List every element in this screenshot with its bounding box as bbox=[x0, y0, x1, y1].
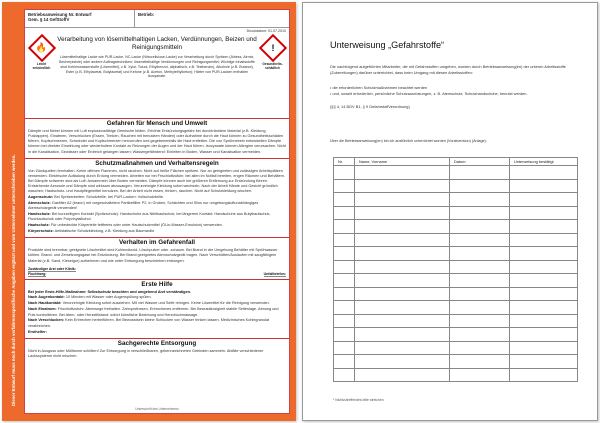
ghs-pictogram-harmful: ! Gesundheits-schädlich bbox=[259, 36, 286, 70]
table-cell[interactable] bbox=[355, 179, 450, 193]
column-nr: Nr. bbox=[334, 158, 355, 166]
table-cell[interactable] bbox=[355, 368, 450, 382]
table-cell[interactable] bbox=[510, 179, 578, 193]
table-cell[interactable] bbox=[334, 233, 355, 247]
fluchtweg-unfalltelefon-fields: Fluchtweg: Unfalltelefon: bbox=[28, 271, 286, 276]
signature-table bbox=[333, 157, 578, 382]
title-block bbox=[25, 34, 289, 118]
list-item: Körperschutz: Antistatische Schutzkleidung, z.B. Kleidung aus Baumwolle. bbox=[28, 229, 156, 234]
table-cell[interactable] bbox=[334, 260, 355, 274]
list-item: Nach Einatmen: Frischluftzufuhr. Atemwege freihalten. Zahnprothesen, Erbrochenes entfernen. Bei Bewusstlosigkeit stabile Seitenlage. Atmung und Puls kontrollieren. Bei Atem- oder Herzstillstand: sofort künstliche Beatmung und Herzdruckmassage. bbox=[28, 307, 279, 317]
section-title-erste-hilfe: Erste Hilfe bbox=[25, 279, 289, 290]
table-cell[interactable] bbox=[450, 206, 510, 220]
table-cell[interactable] bbox=[334, 314, 355, 328]
section-body-entsorgung: Nicht in Ausguss oder Mülltonne schütten! Zur Entsorgung in verschließbaren, gekennzeichneten Gebinden sammeln. Abfälle verschiedener Lackssysteme nicht mischen. bbox=[28, 348, 264, 358]
list-item: Nach Augenkontakt: 10 Minuten mit Wasser oder Augenspülung spülen. bbox=[28, 295, 152, 300]
betrieb-cell: Betrieb: bbox=[138, 12, 155, 17]
table-row bbox=[334, 260, 578, 274]
table-header-row bbox=[334, 158, 578, 166]
section-body-erste-hilfe: Bei jeder Erste-Hilfe-Maßnahme: Selbstschutz beachten und umgehend Arzt verständigen. Nach Augenkontakt: 10 Minuten mit Wasser oder Augenspülung spülen. Nach Hautkontakt: Verunreinigte Kleidung sofort ausziehen. Mit viel Wasser und Seife reinigen. Keine Lösemittel für die Reinigung verwenden. Nach Einatmen: Frischluftzufuhr. Atemwege freihalten. Zahnprothesen, Erbrochenes entfernen. Bei Bewusstlosigkeit stabile Seitenlage. Atmung und Puls kontrollieren. Bei Atem- oder Herzstillstand: sofort künstliche Beatmung und Herzdruckmassage. Nach Verschlucken: Kein Erbrechen herbeiführen. Bei Bewusstsein kleine Schlucken von Wasser trinken lassen. Medizinisches Kohlegranulat verabreichen. Ersthelfer: bbox=[25, 290, 289, 338]
side-note: Dieser Entwurf muss noch durch verfahrensspezifische Angaben ergänzt und vom Unternehmer unterschrieben werden. bbox=[11, 154, 16, 406]
table-cell[interactable] bbox=[334, 301, 355, 315]
druckdatum: Druckdatum: 01.07.2010 bbox=[246, 29, 286, 33]
betriebsanweisung-content bbox=[24, 9, 290, 414]
signature-line: Unterschrift des Unternehmers bbox=[135, 407, 179, 411]
table-row bbox=[334, 287, 578, 301]
table-cell[interactable] bbox=[450, 233, 510, 247]
unterweisung-intro: Die nachfolgend aufgeführten Mitarbeiter, die mit Gefahrstoffen umgehen, wurden durch Betriebsanweisung(en) der unteren Arbeitsstoffe (Zubereitungen) darüber unterrichtet, dass beim Umgang mit diesen Arbeitsstoffen: bbox=[330, 64, 566, 75]
list-item: Ersthelfer: bbox=[28, 329, 47, 334]
list-item: • die erforderlichen Schutzmaßnahmen beachtet werden bbox=[330, 85, 579, 91]
table-cell[interactable] bbox=[450, 355, 510, 369]
signature-table-body bbox=[334, 166, 578, 382]
table-cell[interactable] bbox=[355, 233, 450, 247]
flame-icon: 🔥 bbox=[27, 34, 55, 62]
table-cell[interactable] bbox=[510, 274, 578, 288]
section-title-gefahrfall: Verhalten im Gefahrenfall bbox=[25, 237, 289, 248]
table-cell[interactable] bbox=[334, 274, 355, 288]
table-cell[interactable] bbox=[450, 260, 510, 274]
table-cell[interactable] bbox=[450, 193, 510, 207]
table-cell[interactable] bbox=[355, 301, 450, 315]
list-item: Nach Verschlucken: Kein Erbrechen herbeiführen. Bei Bewusstsein kleine Schlucken von Wasser trinken lassen. Medizinisches Kohlegranulat verabreichen. bbox=[28, 318, 270, 328]
column-name: Name, Vorname bbox=[355, 158, 450, 166]
table-cell[interactable] bbox=[334, 341, 355, 355]
table-cell[interactable] bbox=[510, 328, 578, 342]
table-cell[interactable] bbox=[510, 220, 578, 234]
section-body-gefahren: Dämpfe und Nebel können mit Luft explosionsfähige Gemische bilden. Erhöhte Entzündungsgefahr bei durchtränktem Material (z.B. Kleidung, Putzlappen). Einatmen, Verschlucken (Essen, Trinken, Rauchen mit benutzten Händen) oder Aufnahme durch die Haut können zu Gesundheitsschäden führen, Kopfschmerzen, Schwindel und Kopfschmerzen hervorrufen und gegebenenfalls die Haut entfetten. Die von Sprühnebeln entwickelten Dämpfe können bei direkter Einwirkung oder wiederholtem Kontakt zu Reizungen der Augen und der Haut führen. Isocyanate können Allergien verursachen. Nicht in die Kanalisation, Gewässer oder Erdreich gelangen lassen; Wassergefährdend: Einleiten in Boden, Wasser und Kanalisation vermeiden. bbox=[28, 129, 286, 154]
list-item: • und, soweit erforderlich, persönliche Schutzausrüstungen, z. B. Atemschutz, Schutzhandschuhe, benutzt werden. bbox=[330, 91, 579, 97]
table-row bbox=[334, 166, 578, 180]
table-cell[interactable] bbox=[510, 247, 578, 261]
ghs-pictogram-flammable: 🔥 Leicht entzündlich bbox=[28, 36, 55, 70]
table-cell[interactable] bbox=[355, 274, 450, 288]
table-row bbox=[334, 220, 578, 234]
document-scope: Lösemittelhaltige Lacke wie PUR-Lacke, NC-Lacke (Nitrocellulose-Lacke) zur Verarbeitung durch Spritzen (Airless, Airmix, Becherpistole) oder andere Auftragstechniken; lösemittelhaltige Verdünnungen und Reinigungsmittel; Wichtige Inhaltsstoffe sind Kohlenwasserstoffe (Lösemittel), z.B. Xylol, Toluol, Ethylbenzol, aliphatisch, z.B. Testbenzin), Alkohole (z.B. Butanol), Ester (z.B. Ethylacetat, Butylacetat) und Ketone (z.B. Aceton, Methylethylketon); Härter von PUR-Lacken enthalten Isocyanate. bbox=[59, 55, 255, 79]
table-cell[interactable] bbox=[334, 166, 355, 180]
table-row bbox=[334, 233, 578, 247]
list-item: Augenschutz: Bei Spritzarbeiten: Schutzbrille, bei PUR-Lacken: Vollschutzbrille. bbox=[28, 195, 164, 200]
table-row bbox=[334, 328, 578, 342]
table-cell[interactable] bbox=[355, 206, 450, 220]
table-cell[interactable] bbox=[450, 314, 510, 328]
table-cell[interactable] bbox=[355, 247, 450, 261]
column-bestaetigt: Unterweisung bestätigt bbox=[510, 158, 578, 166]
table-row bbox=[334, 314, 578, 328]
table-cell[interactable] bbox=[510, 287, 578, 301]
table-cell[interactable] bbox=[450, 274, 510, 288]
table-cell[interactable] bbox=[334, 368, 355, 382]
table-cell[interactable] bbox=[510, 233, 578, 247]
table-row bbox=[334, 368, 578, 382]
arzt-field: Zuständiger Arzt oder Klinik: bbox=[28, 266, 76, 271]
table-cell[interactable] bbox=[510, 301, 578, 315]
table-cell[interactable] bbox=[355, 166, 450, 180]
table-cell[interactable] bbox=[450, 179, 510, 193]
table-row bbox=[334, 341, 578, 355]
table-cell[interactable] bbox=[355, 220, 450, 234]
section-title-entsorgung: Sachgerechte Entsorgung bbox=[25, 338, 289, 349]
table-cell[interactable] bbox=[355, 341, 450, 355]
table-cell[interactable] bbox=[510, 193, 578, 207]
legal-reference: (§§ 4, 14 BGV B1, § 9 GefahrstoffVerordnung) bbox=[330, 104, 410, 109]
betriebsanweisung-sheet bbox=[2, 2, 296, 421]
table-cell[interactable] bbox=[510, 166, 578, 180]
document-title-area bbox=[55, 36, 259, 79]
unterweisung-list bbox=[330, 85, 579, 97]
table-row bbox=[334, 193, 578, 207]
table-cell[interactable] bbox=[355, 314, 450, 328]
table-cell[interactable] bbox=[334, 328, 355, 342]
table-cell[interactable] bbox=[450, 287, 510, 301]
table-row bbox=[334, 355, 578, 369]
section-body-schutz: Von Zündquellen fernhalten. Keine offenen Flammen, nicht rauchen. Nicht auf heiße Flächen spritzen. Nur an geeigneten und zulässigen Arbeitsplätzen verwenden. Elektrische Aufladung durch Erdung vermeiden. Arbeiten nur bei Frischluftzufuhr, bei allen im Notfall bereiten, engen Räumen und Behältern. Bei Dämpfe schwerer sind als Luft: Ansammeln über Boden vermeiden. Dämpfe können auch bei größeren Entfernung zur Entzündung führen. Entstehende Aerosole und Dämpfe sind wirksam abzusaugen. Verunreinigte Kleidung sofort wechseln. Nach der Arbeit Hände und Gesicht gründlich waschen; Hautschutz- und Hautpflegemittel benutzen. Bei der Arbeit nicht essen, trinken, rauchen. Nicht auf Schutzkleidung wischen. Augenschutz: Bei Spritzarbeiten: Schutzbrille, bei PUR-Lacken: Vollschutzbrille. Atemschutz: Gasfilter A2 (braun) mit vorgeschaltetem Partikelfilter P2, in Gruben, Schächten und Silos nur umgebungsluftunabhängiges Atemschutzgerät verwenden! Handschutz: Bei kurzzeitigem Kontakt (Spritzschutz): Handschuhe aus Nitrilkautschuk; bei längerem Kontakt: Handschuhe aus Butylkautschuk, Fluorkautschuk oder Polyvinylalkohol. Hautschutz: Für unbedeckte Körperteile fettfreies oder unter Hautschutzmittel (Öl-in-Wasser-Emulsion) verwenden. Körperschutz: Antistatische Schutzkleidung, z.B. Kleidung aus Baumwolle. bbox=[28, 168, 286, 234]
table-cell[interactable] bbox=[450, 220, 510, 234]
table-cell[interactable] bbox=[450, 166, 510, 180]
section-title-schutz: Schutzmaßnahmen und Verhaltensregeln bbox=[25, 158, 289, 169]
table-cell[interactable] bbox=[510, 260, 578, 274]
table-cell[interactable] bbox=[450, 368, 510, 382]
table-cell[interactable] bbox=[510, 355, 578, 369]
table-cell[interactable] bbox=[334, 206, 355, 220]
document-title: Verarbeitung von lösemittelhaltigen Lacken, Verdünnungen, Beizen und Reinigungsmitteln bbox=[57, 36, 257, 52]
table-cell[interactable] bbox=[334, 247, 355, 261]
table-cell[interactable] bbox=[355, 355, 450, 369]
section-title-gefahren: Gefahren für Mensch und Umwelt bbox=[25, 118, 289, 129]
betriebsanweisung-number-cell: Betriebsanweisung Nr. Entwurf Gem. § 14 GefStoffV bbox=[25, 10, 135, 27]
exclamation-icon: ! bbox=[258, 34, 286, 62]
table-row bbox=[334, 247, 578, 261]
table-cell[interactable] bbox=[355, 193, 450, 207]
table-cell[interactable] bbox=[510, 206, 578, 220]
table-cell[interactable] bbox=[510, 341, 578, 355]
confirmation-text: Über die Betriebsanweisung(en) bin ich ausführlich unterrichtet worden (Vorabversion) (Anlage). bbox=[330, 139, 487, 143]
unterweisung-title: Unterweisung „Gefahrstoffe“ bbox=[330, 40, 445, 50]
table-cell[interactable] bbox=[334, 193, 355, 207]
document-header bbox=[25, 10, 289, 28]
table-cell[interactable] bbox=[355, 328, 450, 342]
table-cell[interactable] bbox=[450, 341, 510, 355]
table-row bbox=[334, 274, 578, 288]
list-item: Handschutz: Bei kurzzeitigem Kontakt (Spritzschutz): Handschuhe aus Nitrilkautschuk; bei längerem Kontakt: Handschuhe aus Butylkautschuk, Fluorkautschuk oder Polyvinylalkohol. bbox=[28, 212, 271, 222]
table-cell[interactable] bbox=[334, 220, 355, 234]
table-cell[interactable] bbox=[355, 260, 450, 274]
table-cell[interactable] bbox=[450, 247, 510, 261]
table-cell[interactable] bbox=[355, 287, 450, 301]
footnote: * Nichtzutreffendes bitte streichen bbox=[333, 398, 384, 402]
table-cell[interactable] bbox=[334, 287, 355, 301]
column-datum: Datum bbox=[450, 158, 510, 166]
list-item: Nach Hautkontakt: Verunreinigte Kleidung sofort ausziehen. Mit viel Wasser und Seife reinigen. Keine Lösemittel für die Reinigung verwenden. bbox=[28, 301, 270, 306]
list-item: Atemschutz: Gasfilter A2 (braun) mit vorgeschaltetem Partikelfilter P2, in Gruben, Schächten und Silos nur umgebungsluftunabhängiges Atemschutzgerät verwenden! bbox=[28, 201, 259, 211]
table-cell[interactable] bbox=[510, 368, 578, 382]
table-row bbox=[334, 179, 578, 193]
table-row bbox=[334, 301, 578, 315]
list-item: Hautschutz: Für unbedeckte Körperteile fettfreies oder unter Hautschutzmittel (Öl-in-Wasser-Emulsion) verwenden. bbox=[28, 223, 223, 228]
table-row bbox=[334, 206, 578, 220]
table-cell[interactable] bbox=[334, 179, 355, 193]
table-cell[interactable] bbox=[510, 314, 578, 328]
table-cell[interactable] bbox=[450, 328, 510, 342]
section-body-gefahrfall: Produkte sind brennbar, geeignete Löschmittel sind Kohlendioxid, Löschpulver oder -schaum. Bei Brand in der Umgebung Behälter mit Sprühwasser kühlen. Brand- und Zersetzungsgase bei Entzündung. Bei Brand geeignetes Atemschutzgerät tragen. Nach Verschütten/Auslaufen mit saugfähigem Material (z.B. Sand, Kieselgur) aufnehmen und wie unter Entsorgung beschrieben entsorgen. bbox=[28, 248, 278, 263]
table-cell[interactable] bbox=[450, 301, 510, 315]
table-cell[interactable] bbox=[334, 355, 355, 369]
unterweisung-sheet bbox=[302, 2, 598, 421]
